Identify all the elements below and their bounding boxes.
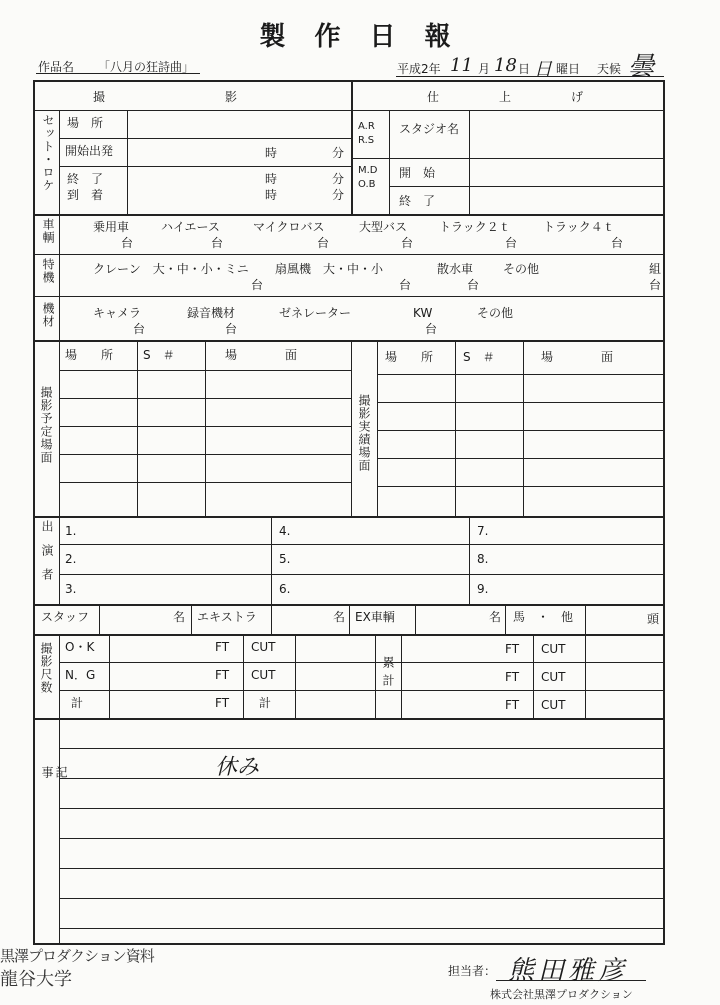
person-in-charge-label: 担当者：: [448, 964, 497, 978]
material-sound: 録音機材: [187, 306, 236, 320]
ex-vehicles-label: EX車輌: [355, 610, 395, 624]
arrival-label: 到 着: [67, 188, 104, 202]
unit-dai: 台: [425, 322, 438, 336]
cumulative-label: 累計: [381, 656, 395, 692]
minute-label-1: 分: [332, 146, 345, 160]
work-title: 「八月の狂詩曲」: [98, 60, 195, 74]
unit-dai: 台: [649, 278, 662, 292]
actual-scene-header: 場 面: [541, 350, 614, 364]
work-title-underline: [36, 73, 200, 74]
material-generator: ゼネレーター: [279, 306, 352, 320]
unit-mei: 名: [333, 610, 346, 624]
cast-slot-1: 1.: [65, 524, 77, 538]
ft-label: FT: [215, 668, 230, 682]
archive-stamp-line2: 龍谷大学: [0, 969, 72, 990]
ft-label: FT: [505, 642, 520, 656]
rs-label: R.S: [358, 135, 375, 146]
unit-mei: 名: [173, 610, 186, 624]
vehicle-truck-4t: トラック４ｔ: [543, 220, 615, 234]
weekday: 日: [534, 59, 552, 80]
cast-slot-4: 4.: [279, 524, 291, 538]
place-label: 場 所: [67, 116, 104, 130]
actual-scene-number-header: S ＃: [463, 350, 495, 364]
weekday-unit: 曜日: [556, 62, 581, 76]
work-title-label: 作品名: [38, 60, 75, 74]
archive-stamp-line1: 黒澤プロダクション資料: [0, 947, 154, 965]
cast-slot-2: 2.: [65, 552, 77, 566]
hour-label-3: 時: [265, 188, 278, 202]
ok-label: O・K: [65, 640, 95, 654]
date-underline: [396, 76, 664, 77]
ob-label: O.B: [358, 179, 376, 190]
date-month: 11: [450, 55, 473, 76]
cast-slot-8: 8.: [477, 552, 489, 566]
date-month-unit: 月: [478, 62, 491, 76]
unit-tou: 頭: [647, 612, 660, 626]
unit-mei: 名: [489, 610, 502, 624]
cast-label: 出演者: [40, 520, 54, 592]
hour-label-1: 時: [265, 146, 278, 160]
materials-label: 機材: [41, 302, 55, 328]
company-name: 株式会社黒澤プロダクション: [490, 988, 633, 1001]
cast-slot-5: 5.: [279, 552, 291, 566]
report-title: 製 作 日 報: [259, 22, 461, 52]
archive-stamp: [0, 944, 240, 992]
actual-place-header: 場 所: [385, 350, 434, 364]
ft-label: FT: [505, 698, 520, 712]
cast-slot-3: 3.: [65, 582, 77, 596]
horses-label: 馬 ・ 他: [513, 610, 574, 624]
unit-dai: 台: [251, 278, 264, 292]
unit-dai: 台: [467, 278, 480, 292]
notes-label: 記 事: [40, 766, 68, 990]
unit-dai: 台: [505, 236, 518, 250]
unit-kumi: 組: [649, 262, 662, 276]
unit-dai: 台: [133, 322, 146, 336]
set-location-label: セット・ロケ: [41, 114, 55, 192]
extras-label: エキストラ: [197, 610, 257, 624]
cut-label: CUT: [541, 698, 566, 712]
unit-dai: 台: [317, 236, 330, 250]
equip-other: その他: [503, 262, 540, 276]
staff-label: スタッフ: [41, 610, 90, 624]
material-other: その他: [477, 306, 514, 320]
hour-label-2: 時: [265, 172, 278, 186]
cut-label: CUT: [541, 670, 566, 684]
person-in-charge: 熊田雅彦: [508, 956, 629, 986]
end-label: 終 了: [67, 172, 104, 186]
minute-label-2: 分: [332, 172, 345, 186]
ft-label: FT: [215, 696, 230, 710]
total-label: 計: [71, 696, 84, 710]
studio-name-label: スタジオ名: [399, 122, 460, 136]
ng-label: N．G: [65, 668, 96, 682]
date-day: 18: [494, 55, 517, 76]
planned-scene-number-header: S ＃: [143, 348, 175, 362]
special-equipment-label: 特機: [41, 258, 55, 284]
unit-dai: 台: [611, 236, 624, 250]
planned-scenes-label: 撮影予定場面: [39, 386, 53, 464]
cut-label: CUT: [251, 640, 276, 654]
cut-label: CUT: [251, 668, 276, 682]
unit-dai: 台: [211, 236, 224, 250]
ft-label: FT: [215, 640, 230, 654]
material-camera: キャメラ: [93, 306, 142, 320]
unit-dai: 台: [121, 236, 134, 250]
start-label: 開 始: [399, 166, 436, 180]
vehicle-truck-2t: トラック２ｔ: [439, 220, 511, 234]
shooting-header: 撮 影: [93, 90, 238, 104]
notes-text: 休み: [215, 755, 260, 780]
finishing-header: 仕 上 げ: [427, 90, 584, 104]
total-label: 計: [259, 696, 272, 710]
unit-dai: 台: [401, 236, 414, 250]
actual-scenes-label: 撮影実績場面: [357, 394, 371, 472]
date-day-unit: 日: [518, 62, 531, 76]
planned-scene-header: 場 面: [225, 348, 298, 362]
equip-water-truck: 散水車: [437, 262, 474, 276]
planned-place-header: 場 所: [65, 348, 114, 362]
finish-label: 終 了: [399, 194, 436, 208]
cast-slot-6: 6.: [279, 582, 291, 596]
unit-dai: 台: [399, 278, 412, 292]
md-label: M.D: [358, 165, 378, 176]
cut-label: CUT: [541, 642, 566, 656]
date-era: 平成2年: [397, 62, 441, 76]
signature-line: [496, 980, 646, 981]
unit-dai: 台: [225, 322, 238, 336]
cast-slot-7: 7.: [477, 524, 489, 538]
equip-crane: クレーン 大・中・小・ミニ: [93, 262, 249, 276]
minute-label-3: 分: [332, 188, 345, 202]
material-kw: KW: [413, 306, 433, 320]
cast-slot-9: 9.: [477, 582, 489, 596]
equip-fan: 扇風機 大・中・小: [275, 262, 384, 276]
vehicle-passenger-car: 乗用車: [93, 220, 130, 234]
vehicle-hiace: ハイエース: [161, 220, 220, 234]
ar-label: A.R: [358, 121, 375, 132]
vehicle-microbus: マイクロバス: [253, 220, 325, 234]
start-departure-label: 開始出発: [65, 144, 114, 158]
vehicles-label: 車輌: [41, 218, 55, 244]
weather: 曇: [628, 52, 655, 82]
film-length-label: 撮影尺数: [39, 642, 53, 694]
vehicle-large-bus: 大型バス: [359, 220, 408, 234]
weather-label: 天候: [597, 62, 622, 76]
ft-label: FT: [505, 670, 520, 684]
